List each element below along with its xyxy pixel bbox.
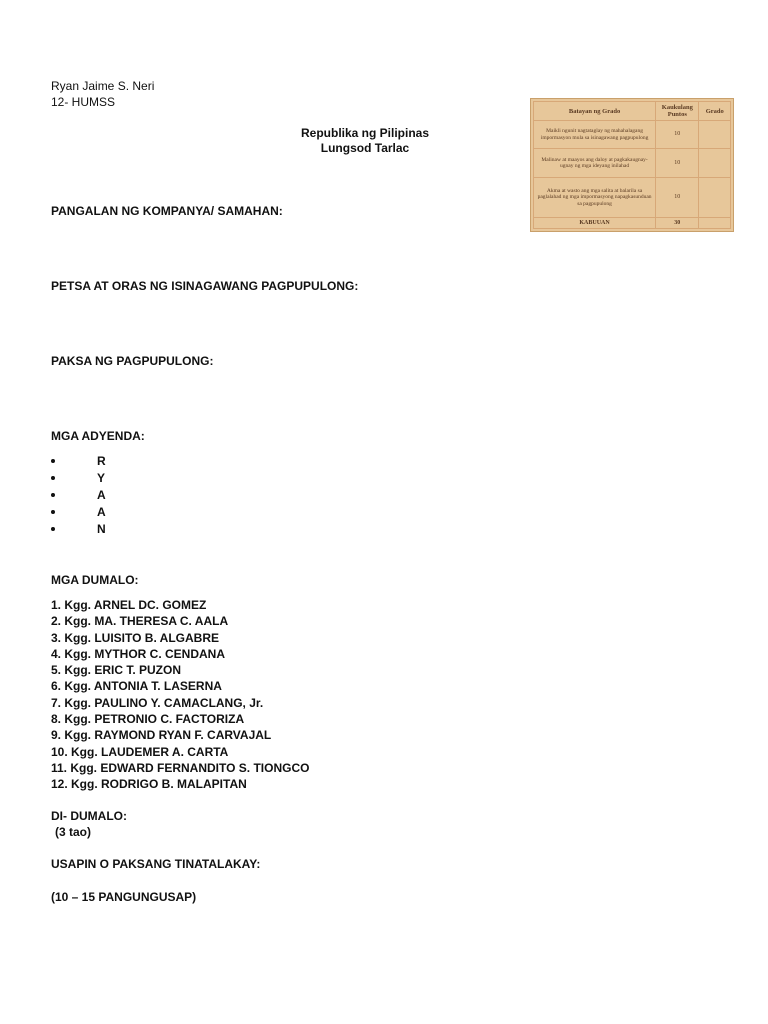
- rubric-row: [534, 177, 731, 217]
- list-item: 4. Kgg. MYTHOR C. CENDANA: [51, 646, 225, 661]
- attendees-heading: MGA DUMALO:: [51, 573, 139, 587]
- header-republic: Republika ng Pilipinas: [300, 126, 430, 140]
- list-item: [51, 504, 171, 521]
- list-item: 8. Kgg. PETRONIO C. FACTORIZA: [51, 712, 245, 727]
- agenda-item: A: [97, 505, 106, 519]
- company-heading: PANGALAN NG KOMPANYA/ SAMAHAN:: [51, 204, 283, 218]
- rubric-total-grade: [699, 218, 731, 229]
- rubric-header-criteria: Batayan ng Grado: [534, 102, 656, 121]
- rubric-row: [534, 149, 731, 177]
- list-item: 2. Kgg. MA. THERESA C. AALA: [51, 614, 229, 629]
- rubric-header-points: Kaukulang Puntos: [656, 102, 699, 121]
- topic-heading: PAKSA NG PAGPUPULONG:: [51, 354, 214, 368]
- list-item: [51, 521, 171, 538]
- attendees-list: [51, 597, 451, 793]
- list-item: 1. Kgg. ARNEL DC. GOMEZ: [51, 598, 207, 612]
- rubric-points: 10: [656, 149, 699, 177]
- discussion-heading: USAPIN O PAKSANG TINATALAKAY:: [51, 857, 261, 871]
- list-item: [51, 487, 171, 504]
- bullet-icon: [51, 510, 55, 514]
- rubric-points: 10: [656, 121, 699, 149]
- rubric-header-grade: Grado: [699, 102, 731, 121]
- rubric-criterion: Malinaw at maayos ang daloy at pagkakaugnay-ugnay ng mga ideyang inilahad: [534, 149, 656, 177]
- agenda-item: N: [97, 522, 106, 536]
- rubric-row: [534, 121, 731, 149]
- rubric-total-row: [534, 218, 731, 229]
- rubric-criterion: Maikli ngunit nagtataglay ng mahahalagang impormasyon mula sa isinagawang pagpupulong: [534, 121, 656, 149]
- agenda-item: R: [97, 454, 106, 468]
- list-item: 7. Kgg. PAULINO Y. CAMACLANG, Jr.: [51, 695, 264, 710]
- bullet-icon: [51, 493, 55, 497]
- author-name: Ryan Jaime S. Neri: [51, 79, 155, 93]
- rubric-grade: [699, 121, 731, 149]
- agenda-list: [51, 453, 171, 538]
- agenda-item: A: [97, 488, 106, 502]
- rubric-grade: [699, 149, 731, 177]
- rubric-points: 10: [656, 177, 699, 217]
- bullet-icon: [51, 527, 55, 531]
- author-section: 12- HUMSS: [51, 95, 116, 109]
- list-item: 6. Kgg. ANTONIA T. LASERNA: [51, 679, 222, 694]
- list-item: [51, 453, 171, 470]
- rubric-total-label: KABUUAN: [534, 218, 656, 229]
- rubric-criterion: Akma at wasto ang mga salita at balarila sa paglalahad ng mga impormasyong napagkasunduan sa pagpupulong: [534, 177, 656, 217]
- discussion-note: (10 – 15 PANGUNGUSAP): [51, 890, 197, 904]
- absent-count: (3 tao): [55, 825, 91, 839]
- datetime-heading: PETSA AT ORAS NG ISINAGAWANG PAGPUPULONG:: [51, 279, 359, 293]
- rubric-grade: [699, 177, 731, 217]
- list-item: 11. Kgg. EDWARD FERNANDITO S. TIONGCO: [51, 760, 310, 775]
- list-item: 9. Kgg. RAYMOND RYAN F. CARVAJAL: [51, 728, 272, 743]
- bullet-icon: [51, 459, 55, 463]
- agenda-item: Y: [97, 471, 106, 485]
- agenda-heading: MGA ADYENDA:: [51, 429, 145, 443]
- list-item: 3. Kgg. LUISITO B. ALGABRE: [51, 630, 220, 645]
- rubric-total-points: 30: [656, 218, 699, 229]
- list-item: 10. Kgg. LAUDEMER A. CARTA: [51, 744, 229, 759]
- header-city: Lungsod Tarlac: [320, 141, 410, 155]
- grading-rubric-table: [530, 98, 734, 232]
- absent-heading: DI- DUMALO:: [51, 809, 127, 823]
- list-item: 5. Kgg. ERIC T. PUZON: [51, 663, 182, 678]
- list-item: [51, 470, 171, 487]
- list-item: 12. Kgg. RODRIGO B. MALAPITAN: [51, 777, 247, 792]
- bullet-icon: [51, 476, 55, 480]
